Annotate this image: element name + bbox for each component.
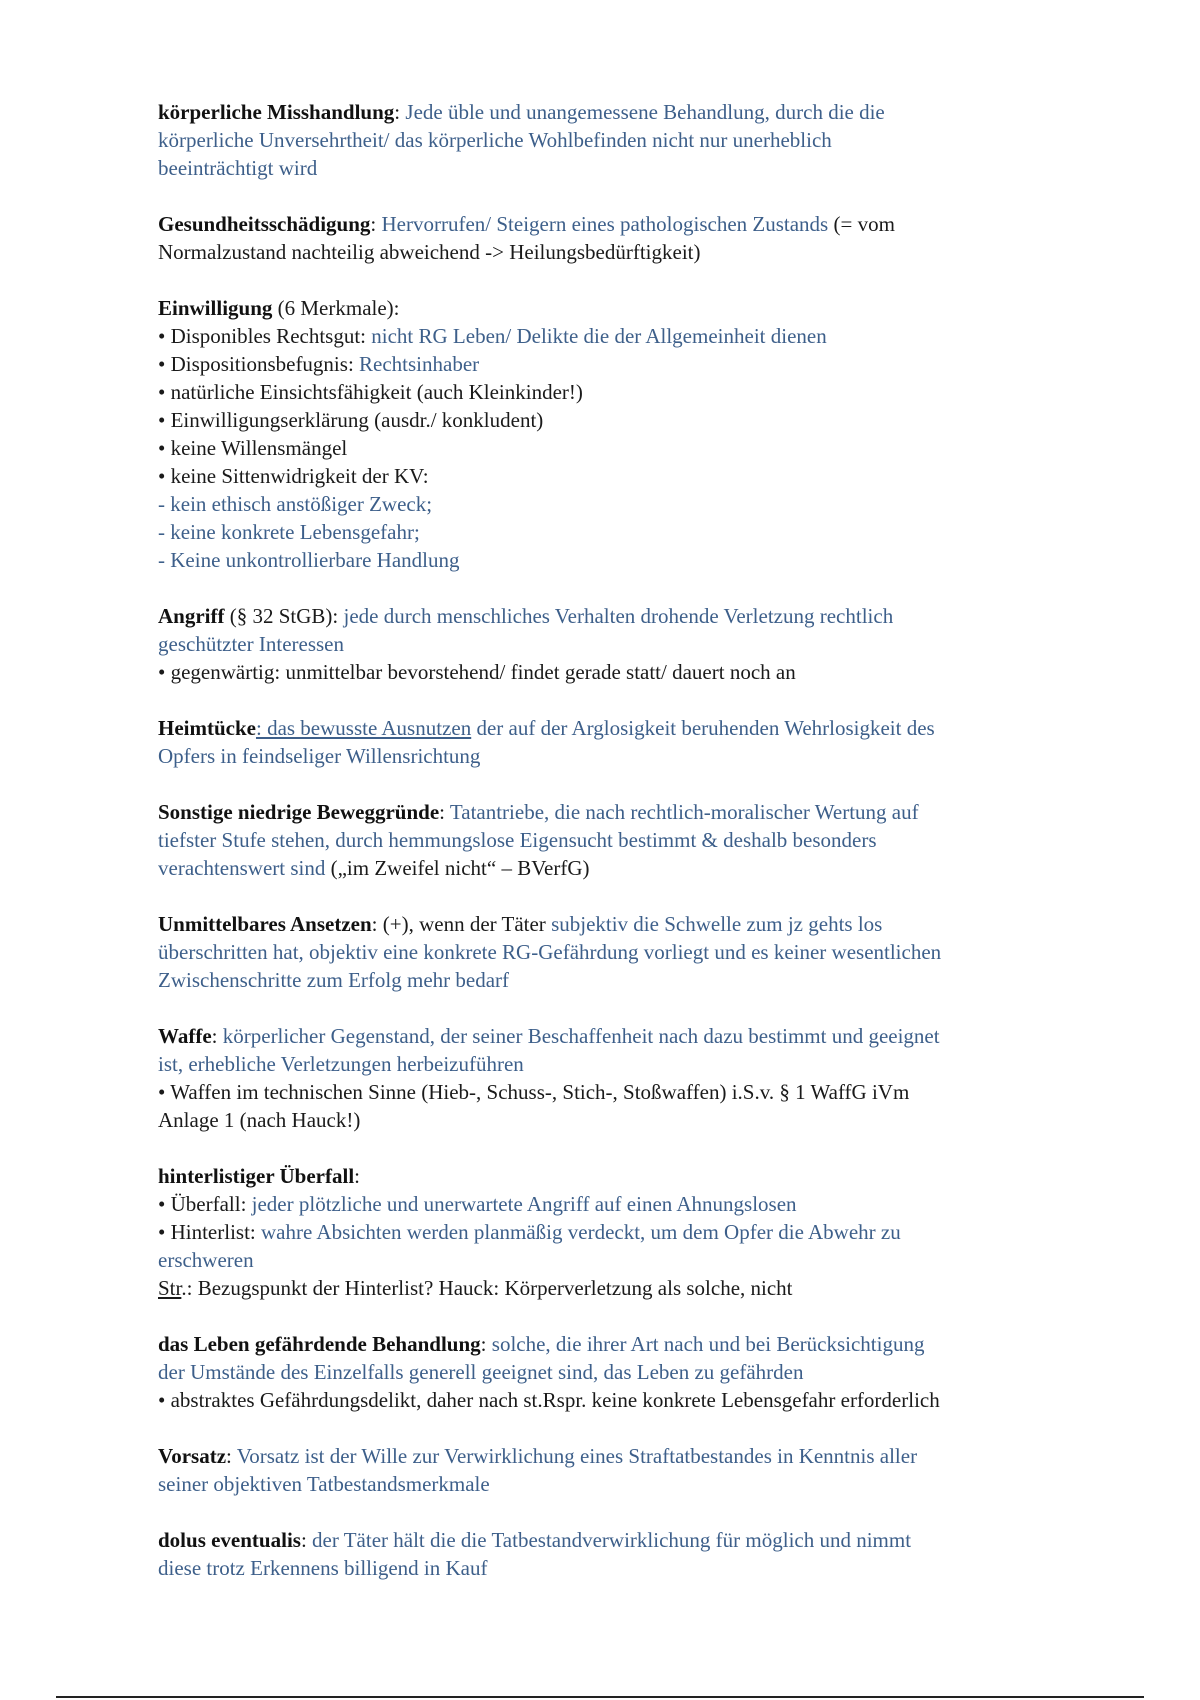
list-item: • gegenwärtig: unmittelbar bevorstehend/ findet gerade statt/ dauert noch an [158,660,796,684]
definition-text: beeinträchtigt wird [158,156,318,180]
entry-einwilligung: Einwilligung (6 Merkmale): • Disponibles Rechtsgut: nicht RG Leben/ Delikte die der Allgemeinheit dienen • Dispositionsbefugnis: Rechtsinhaber • natürliche Einsichtsfähigkeit (auch Kleinkinder!) • Einwilligungserklärung (ausdr./ konkludent) • keine Willensmängel • keine Sittenwidrigkeit der KV: - kein ethisch anstößiger Zweck; - keine konkrete Lebensgefahr; - Keine unkontrollierbare Handlung [158,294,1078,574]
definition-text: der Täter hält die die Tatbestandverwirklichung für möglich und nimmt [306,1528,912,1552]
definition-text: Vorsatz ist der Wille zur Verwirklichung eines Straftatbestandes in Kenntnis aller [231,1444,918,1468]
definition-text: Opfers in feindseliger Willensrichtung [158,744,481,768]
entry-gesundheitsschaedigung: Gesundheitsschädigung: Hervorrufen/ Steigern eines pathologischen Zustands (= vom Normalzustand nachteilig abweichend -> Heilungsbedürftigkeit) [158,210,1078,266]
term-heading: das Leben gefährdende Behandlung [158,1332,481,1356]
entry-lebensgefaehrdende-behandlung: das Leben gefährdende Behandlung: solche, die ihrer Art nach und bei Berücksichtigung der Umstände des Einzelfalls generell geeignet sind, das Leben zu gefährden • abstraktes Gefährdungsdelikt, daher nach st.Rspr. keine konkrete Lebensgefahr erforderlich [158,1330,1078,1414]
list-item: • natürliche Einsichtsfähigkeit (auch Kleinkinder!) [158,380,583,404]
definition-text: körperliche Unversehrtheit/ das körperliche Wohlbefinden nicht nur unerheblich [158,128,832,152]
term-heading: Einwilligung [158,296,273,320]
definition-text: subjektiv die Schwelle zum jz gehts los [545,912,883,936]
term-heading: Waffe [158,1024,212,1048]
definition-text: Zwischenschritte zum Erfolg mehr bedarf [158,968,510,992]
definition-text: solche, die ihrer Art nach und bei Berücksichtigung [486,1332,925,1356]
definition-text: der Umstände des Einzelfalls generell geeignet sind, das Leben zu gefährden [158,1360,804,1384]
entry-dolus-eventualis: dolus eventualis: der Täter hält die die Tatbestandverwirklichung für möglich und nimmt diese trotz Erkennens billigend in Kauf [158,1526,1078,1582]
note-text: Anlage 1 (nach Hauck!) [158,1108,361,1132]
term-heading: Heimtücke [158,716,256,740]
entry-hinterlistiger-ueberfall: hinterlistiger Überfall: • Überfall: jeder plötzliche und unerwartete Angriff auf einen Ahnungslosen • Hinterlist: wahre Absichten werden planmäßig verdeckt, um dem Opfer die Abwehr zu erschweren Str.: Bezugspunkt der Hinterlist? Hauck: Körperverletzung als solche, nicht [158,1162,1078,1302]
str-label: Str [158,1276,182,1300]
definition-text: : das bewusste Ausnutzen [255,716,472,740]
definition-text: seiner objektiven Tatbestandsmerkmale [158,1472,490,1496]
list-item: • Hinterlist: wahre Absichten werden planmäßig verdeckt, um dem Opfer die Abwehr zu [158,1220,901,1244]
list-item: • Einwilligungserklärung (ausdr./ konkludent) [158,408,544,432]
definition-text: diese trotz Erkennens billigend in Kauf [158,1556,488,1580]
term-heading: hinterlistiger Überfall [158,1164,355,1188]
definition-text: Tatantriebe, die nach rechtlich-moralischer Wertung auf [445,800,919,824]
definition-text: körperlicher Gegenstand, der seiner Beschaffenheit nach dazu bestimmt und geeignet [217,1024,940,1048]
term-heading: Sonstige niedrige Beweggründe [158,800,440,824]
entry-koerperliche-misshandlung: körperliche Misshandlung: Jede üble und unangemessene Behandlung, durch die die körperliche Unversehrtheit/ das körperliche Wohlbefinden nicht nur unerheblich beeinträchtigt wird [158,98,1078,182]
definition-text: erschweren [158,1248,254,1272]
entry-angriff: Angriff (§ 32 StGB): jede durch menschliches Verhalten drohende Verletzung rechtlich geschützter Interessen • gegenwärtig: unmittelbar bevorstehend/ findet gerade statt/ dauert noch an [158,602,1078,686]
list-item: • Waffen im technischen Sinne (Hieb-, Schuss-, Stich-, Stoßwaffen) i.S.v. § 1 WaffG iVm [158,1080,910,1104]
term-heading: Gesundheitsschädigung [158,212,371,236]
definition-text: jede durch menschliches Verhalten drohende Verletzung rechtlich [338,604,894,628]
term-heading: Vorsatz [158,1444,227,1468]
note-text: Normalzustand nachteilig abweichend -> Heilungsbedürftigkeit) [158,240,701,264]
list-item: • Überfall: jeder plötzliche und unerwartete Angriff auf einen Ahnungslosen [158,1192,797,1216]
list-item: • keine Willensmängel [158,436,348,460]
definition-text: tiefster Stufe stehen, durch hemmungslose Eigensucht bestimmt & deshalb besonders [158,828,877,852]
definition-text: überschritten hat, objektiv eine konkrete RG-Gefährdung vorliegt und es keiner wesentlichen [158,940,942,964]
entry-heimtuecke [158,714,1078,770]
definition-text: Jede üble und unangemessene Behandlung, durch die die [400,100,885,124]
page-bottom-rule [56,1696,1144,1698]
entry-niedrige-beweggruende: Sonstige niedrige Beweggründe: Tatantriebe, die nach rechtlich-moralischer Wertung auf tiefster Stufe stehen, durch hemmungslose Eigensucht bestimmt & deshalb besonders verachtenswert sind („im Zweifel nicht“ – BVerfG) [158,798,1078,882]
entry-waffe: Waffe: körperlicher Gegenstand, der seiner Beschaffenheit nach dazu bestimmt und geeignet ist, erhebliche Verletzungen herbeizuführen • Waffen im technischen Sinne (Hieb-, Schuss-, Stich-, Stoßwaffen) i.S.v. § 1 WaffG iVm Anlage 1 (nach Hauck!) [158,1022,1078,1134]
sub-list-item: - keine konkrete Lebensgefahr; [158,520,420,544]
definition-text: ist, erhebliche Verletzungen herbeizuführen [158,1052,524,1076]
term-heading: Unmittelbares Ansetzen [158,912,372,936]
document-page [158,98,1078,1610]
definition-text: Hervorrufen/ Steigern eines pathologischen Zustands [376,212,829,236]
list-item: • Dispositionsbefugnis: Rechtsinhaber [158,352,480,376]
dispute-note: Str.: Bezugspunkt der Hinterlist? Hauck: Körperverletzung als solche, nicht [158,1276,793,1300]
list-item: • keine Sittenwidrigkeit der KV: [158,464,429,488]
sub-list-item: - Keine unkontrollierbare Handlung [158,548,460,572]
definition-text: der auf der Arglosigkeit beruhenden Wehrlosigkeit des [471,716,935,740]
term-heading: körperliche Misshandlung [158,100,395,124]
list-item: • abstraktes Gefährdungsdelikt, daher nach st.Rspr. keine konkrete Lebensgefahr erforderlich [158,1388,940,1412]
sub-list-item: - kein ethisch anstößiger Zweck; [158,492,433,516]
definition-text: geschützter Interessen [158,632,344,656]
list-item: • Disponibles Rechtsgut: nicht RG Leben/ Delikte die der Allgemeinheit dienen [158,324,827,348]
term-heading: Angriff [158,604,225,628]
entry-vorsatz: Vorsatz: Vorsatz ist der Wille zur Verwirklichung eines Straftatbestandes in Kenntnis aller seiner objektiven Tatbestandsmerkmale [158,1442,1078,1498]
term-heading: dolus eventualis [158,1528,301,1552]
entry-unmittelbares-ansetzen: Unmittelbares Ansetzen: (+), wenn der Täter subjektiv die Schwelle zum jz gehts los überschritten hat, objektiv eine konkrete RG-Gefährdung vorliegt und es keiner wesentlichen Zwischenschritte zum Erfolg mehr bedarf [158,910,1078,994]
